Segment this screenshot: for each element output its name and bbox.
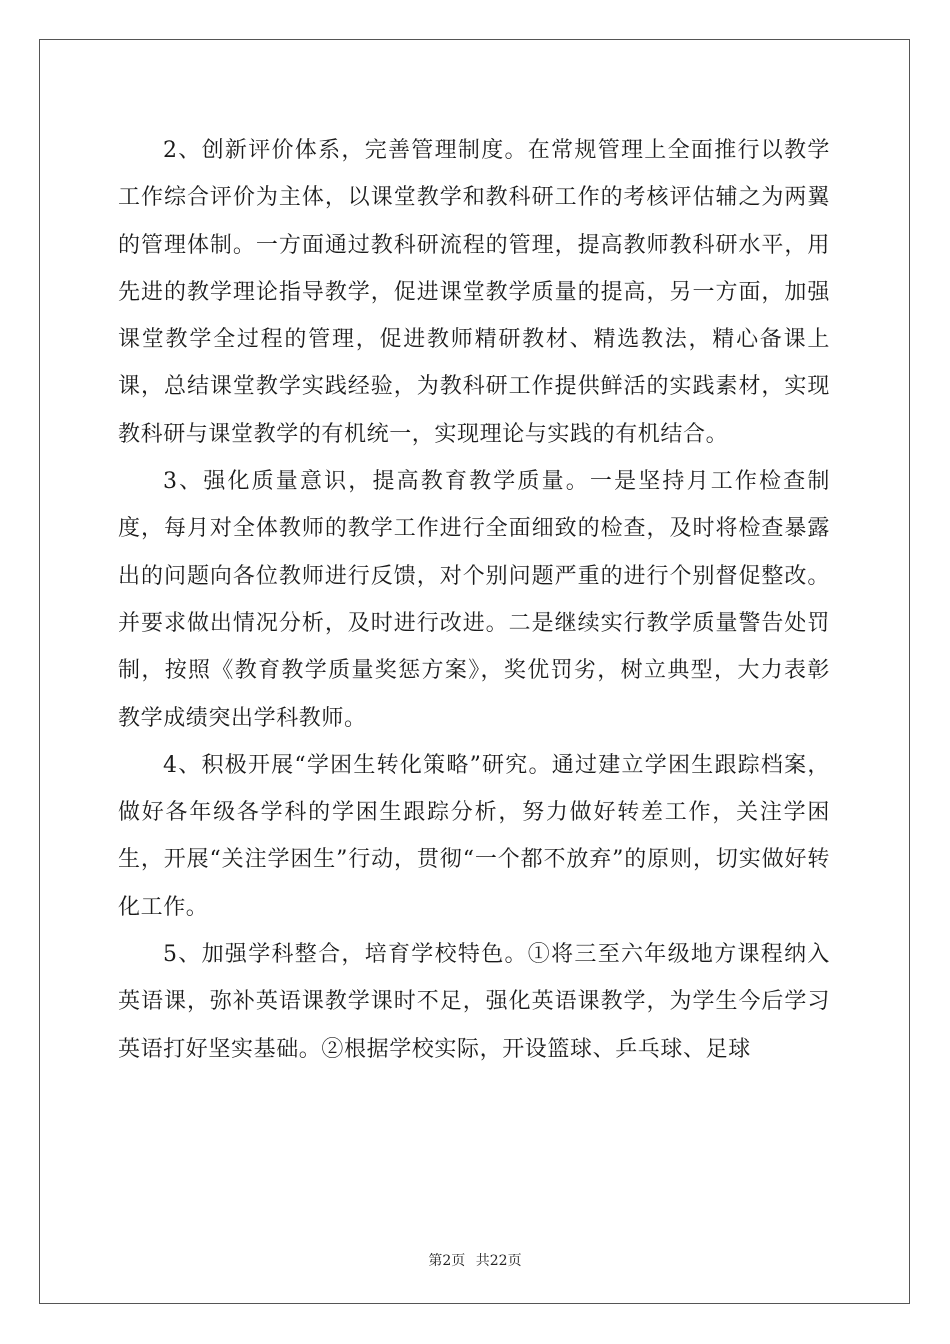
page-number: 第2页	[428, 1253, 466, 1269]
paragraph-5: 5、加强学科整合，培育学校特色。①将三至六年级地方课程纳入英语课，弥补英语课教学课时不足，强化英语课教学，为学生今后学习英语打好坚实基础。②根据学校实际，开设篮球、乒乓球、足球	[118, 942, 830, 1062]
page-footer	[0, 1250, 950, 1270]
document-body	[118, 127, 830, 1073]
paragraph-2: 2、创新评价体系，完善管理制度。在常规管理上全面推行以教学工作综合评价为主体，以课堂教学和教科研工作的考核评估辅之为两翼的管理体制。一方面通过教科研流程的管理，提高教师教科研水平，用先进的教学理论指导教学，促进课堂教学质量的提高，另一方面，加强课堂教学全过程的管理，促进教师精研教材、精选教法，精心备课上课，总结课堂教学实践经验，为教科研工作提供鲜活的实践素材，实现教科研与课堂教学的有机统一，实现理论与实践的有机结合。	[118, 138, 830, 447]
paragraph-3: 3、强化质量意识，提高教育教学质量。一是坚持月工作检查制度，每月对全体教师的教学工作进行全面细致的检查，及时将检查暴露出的问题向各位教师进行反馈，对个别问题严重的进行个别督促整改。并要求做出情况分析，及时进行改进。二是继续实行教学质量警告处罚制，按照《教育教学质量奖惩方案》，奖优罚劣，树立典型，大力表彰教学成绩突出学科教师。	[118, 469, 830, 731]
paragraph-4: 4、积极开展“学困生转化策略”研究。通过建立学困生跟踪档案，做好各年级各学科的学困生跟踪分析，努力做好转差工作，关注学困生，开展“关注学困生”行动，贯彻“一个都不放弃”的原则，切实做好转化工作。	[118, 752, 830, 920]
page-total: 共22页	[475, 1253, 522, 1269]
